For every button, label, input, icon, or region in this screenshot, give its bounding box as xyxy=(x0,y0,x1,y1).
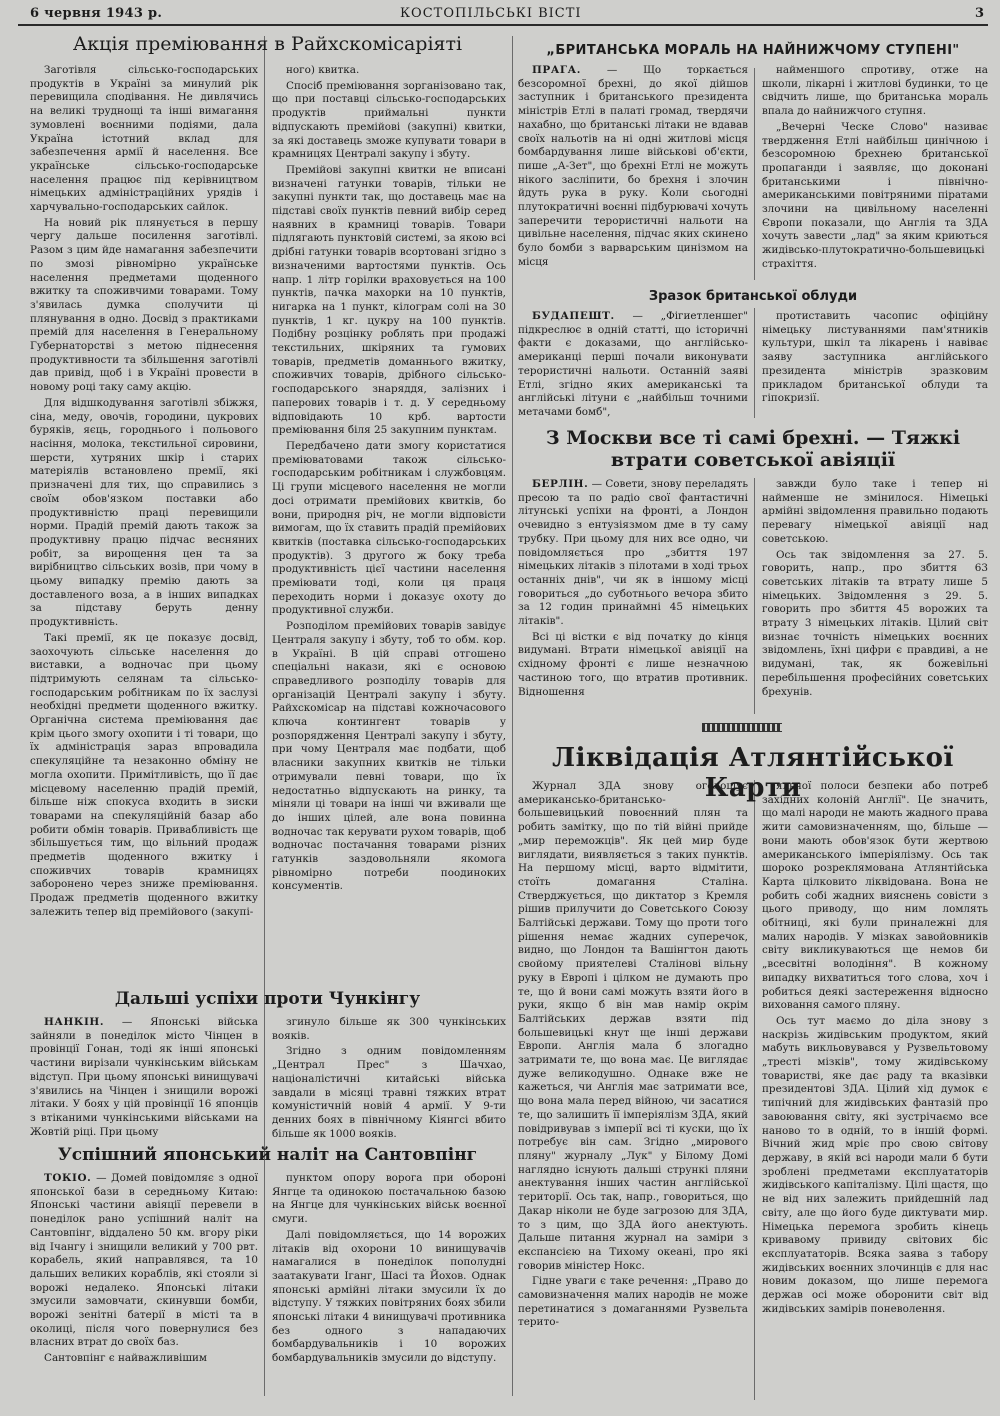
paragraph-text: — „Фігиетленшег" підкреслює в одній статті, що історичні факти є доказами, що англійсько-американці перші почали виконувати терористичні нальоти. Останній заяві Етлі, згідно яких американські та англійські літуни є „найбільш точними метачами бомб", xyxy=(518,310,748,418)
headline-chunking: Дальші успіхи проти Чункінгу xyxy=(114,989,421,1009)
article-body-premiums-col2 xyxy=(272,64,506,984)
paragraph-text: — Совети, знову переладять пресою та по радіо свої фантастичні літунські успіхи на фронті, а Лондон очевидно з ентузіязмом дме в ту саму трубку. При цьому для них все одно, чи повідомляється про „збиття 197 німецьких літаків з пілотами в ході трьох останніх днів", чи як в іншому місці говориться „до суботнього вечора збито за 12 годин принаймні 45 німецьких літаків". xyxy=(518,478,748,628)
dateline: БУДАПЕШТ. xyxy=(532,310,615,322)
paragraph: найменшого спротиву, отже на школи, лікарні і житлові будинки, то це свідчить лише, що британська мораль впала до найнижчого ступня. xyxy=(762,64,988,118)
paragraph: „Вечерні Ческе Слово" називає твердження Етлі найбільш цинічною і безсоромною брехнею британської пропаганди і заявляє, що доконані британськими і північно-американськими повітряними піратами злочини на цивільному населенні Європи показали, що Англія та ЗДА хочуть завести „лад" за яким криються жидівсько-плутократично-большевицькі страхіття. xyxy=(762,120,988,270)
headline-atlantic: Ліквідація Атлянтійської Карти xyxy=(552,743,954,803)
dateline: ТОКІО. xyxy=(44,1172,92,1184)
column-divider xyxy=(754,478,755,714)
paragraph: Згідно з одним повідомленням „Централ Прес" з Шачхао, націоналістичні китайські війська завдали в місяці травні тяжких втрат комуністичній новій 4 армії. У 9-ти денних боях в північному Кіянгсі вбито більше як 1000 вояків. xyxy=(272,1045,506,1140)
paragraph xyxy=(518,478,748,629)
article-body-atlantic-col1 xyxy=(518,780,748,1402)
paragraph: На новий рік плянується в першу чергу дальше посилення заготівлі. Разом з цим йде намагання забезпечити по змозі рівномірно українське населення предметами щоденного вжитку та споживчими товарами. Тому з'явилась думка сполучити ці плянування в одно. Досвід з практиками премій для населення в Генеральному Губернаторстві з метою піднесення продуктивности та збільшення заготівлі дав привід, щоб і в Україні провести в новому році таку саму акцію. xyxy=(30,216,258,394)
article-body-morale-col2 xyxy=(762,64,988,282)
dateline: БЕРЛІН. xyxy=(532,478,589,490)
article-body-atlantic-col2 xyxy=(762,780,988,1402)
newspaper-title: КОСТОПІЛЬСЬКІ ВІСТІ xyxy=(400,6,582,21)
article-body-premiums-col1 xyxy=(30,64,258,984)
paragraph: Всі ці вістки є від початку до кінця видумані. Втрати німецької авіяції на східному фронті є лише незначною частиною того, що втратив противник. Відношення xyxy=(518,630,748,698)
paragraph: Спосіб преміювання зорганізовано так, що при поставці сільсько-господарських продуктів приймальні пункти відпускають премійові (закупні) квитки, за які доставець зможе купувати товари в крамницях Централі закупу і збуту. xyxy=(272,79,506,161)
paragraph-text: — Що торкається безсоромної брехні, до якої дійшов заступник і британського президента міністрів Етлі в палаті громад, твердячи нахабно, що британські літаки не вдавав своїх нальотів на ні одні житлові місця бомбардування лише військові об'єкти, пише „А-Зет", що брехні Етлі не можуть нікого засліпити, бо брехня і злочин йдуть рука в руку. Коли сьогодні плутократичні воєнні підбурювачі хочуть заперечити терористичні нальоти на цивільне населення, підчас яких скинено було бомби з варварським цинізмом на місця xyxy=(518,64,748,268)
article-body-chunking-col1 xyxy=(30,1016,258,1140)
headline-moscow: З Москви все ті самі брехні. — Тяжкі втрати советської авіяції xyxy=(545,427,961,471)
column-divider xyxy=(754,68,755,280)
article-body-santovping-col1 xyxy=(30,1172,258,1402)
issue-date: 6 червня 1943 р. xyxy=(30,6,163,21)
paragraph xyxy=(518,64,748,270)
article-body-slander-col2 xyxy=(762,310,988,422)
masthead xyxy=(0,0,1000,28)
article-body-moscow-col2 xyxy=(762,478,988,716)
paragraph: Розподілом премійових товарів завідує Централя закупу і збуту, тоб то обм. кор. в Україні. В цій справі отгошено спеціальні накази, які є основою справедливого розподілу товарів для організацій Централі закупу і збуту. Райхскомісар на підставі кожночасового ключа контингент товарів у розпорядження Централі закупу і збуту, при чому Централя має подбати, щоб власники закупних квитків не тільки отримували певні товари, що їх недостатньо відпускають на ринку, та міняли ці товари на інші чи вживали ще до інших цілей, але вона повинна водночас так керувати рухом товарів, щоб водночас постачання товарами різних гатунків заздовольняли якомога рівномірно потреби поодиноких консументів. xyxy=(272,620,506,893)
paragraph-text: — Домей повідомляє з одної японської бази в середньому Китаю: Японські частини авіяції перевели в понеділок рано успішний наліт на Сантовпінг, віддалено 50 км. вгору ріки від Ічангу і знищили великий у 700 рвт. корабель, який направлявся, та 10 дальших великих кораблів, які стояли зі ворожі недалеко. Японські літаки змусили замовчати, скинувши бомби, ворожі зенітні батерії в місті та в околиці, після чого повернулися без власних втрат до своїх баз. xyxy=(30,1172,258,1349)
paragraph-text: — Японські війська зайняли в понеділок місто Чінцен в провінції Гонан, тоді як інші японські частини вирізали чункінським військам відступ. При цьому японські винищувачі з'явились на Чінцен і знищили ворожі літаки. У боях у цій провінції 16 японців з втіканими чункінськими військами на Жовтій ріці. При цьому xyxy=(30,1016,258,1138)
article-body-morale-col1 xyxy=(518,64,748,282)
paragraph: Для відшкодування заготівлі збіжжя, сіна, меду, овочів, городини, цукрових буряків, яєць, городнього і польового насіння, молока, текстильної сировини, шерсти, хутряних шкір і старих матеріялів встановлено премії, які призначені для тих, що справились з своїм обов'язком поставки або продуктивністю праці перевищили норми. Прадій премій дають також за продуктивну працю підчас весняних робіт, за вирощення цен та за вирібництво сільських возів, при чому в цьому випадку премію дають за доставленого воза, а в інших випадках за підставу беруть денну продуктивність. xyxy=(30,396,258,629)
dateline: НАНКІН. xyxy=(44,1016,105,1028)
article-body-santovping-col2 xyxy=(272,1172,506,1402)
paragraph: завжди було таке і тепер ні найменше не змінилося. Німецькі армійні звідомлення правильно подають перевагу німецької авіяції над советською. xyxy=(762,478,988,545)
headline-premiums: Акція преміювання в Райхскомісаріяті xyxy=(72,33,463,55)
paragraph xyxy=(518,310,748,420)
paragraph: Сантовпінг є найважливішим xyxy=(44,1352,207,1365)
column-divider xyxy=(264,36,265,1396)
paragraph: Такі премії, як це показує досвід, заохочують сільське населення до виставки, а водночас при цьому підтримують селянам та сільсько-господарським робітникам по їх заслузі необхідні предмети щоденного вжитку. Органічна система преміювання дає крім цього змогу охопити і ті товари, що їх адміністрація зараз впровадила спекуляційне та незаконно обміну не могла охопити. Примітливість, що її дає місцевому населенню прадій премій, більше ніж спокуса входить в зиски товарами на спекуляційній базар або робити обмін товарів. Привабливість ще збільшується тим, що вільний продаж предметів щоденного вжитку і споживчих товарів крамницях заборонено через зниже преміювання. Продаж предметів щоденного вжитку залежить тепер від премійового (закупі- xyxy=(30,631,258,918)
paragraph: Ось тут маємо до діла знову з наскрізь жидівським продуктом, який мабуть викльовувався у Рузвельтовому „тресті мізків", тому жидівському товаристві, яке дає раду та вказівки президентові ЗДА. Цілий хід думок є типічний для жидівських фантазій про завоювання світу, які зустрічаємо все наново то в одній, то в іншій формі. Вічний жид мріє про свою світову державу, в якій всі народи мали б бути зроблені предметами експлуататорів жидівського капіталізму. Цілі щастя, що не від них залежить прийдешній лад світу, але що його буде диктувати мир. Німецька перемога зробить кінець кривавому привиду світових біс експлуататорів. Всяка заява з табору жидівських воєнних злочинців є для нас новим доказом, що лише перемога держав осі може оборонити світ від жидівських замірів поневолення. xyxy=(762,1014,988,1315)
column-divider xyxy=(512,36,513,1396)
article-body-slander-col1 xyxy=(518,310,748,422)
paragraph: Гідне уваги є таке речення: „Право до самовизначення малих народів не може перетинатися з домаганнями Рузвельта терито- xyxy=(518,1275,748,1329)
paragraph: протиставить часопис офіційну німецьку листуваннями пам'ятників культури, шкіл та лікарень і навіває заяву заступника англійського президента міністрів зразковим прикладом британської облуди та гіпокризії. xyxy=(762,310,988,405)
paragraph: Премійові закупні квитки не вписані визначені гатунки товарів, тільки не закупні пункти так, що доставець має на підставі своїх пунктів певний вибір серед наявних в крамниці товарів. Товари підлягають пунктовій системі, за якою всі дрібні гатунки товарів всортовані згідно з визначеними вартостями пунктів. Ось напр. 1 літр горілки враховується на 100 пунктів, пачка махорки на 10 пунктів, нигарка на 1 пункт, кілограм солі на 30 пунктів, 1 кг. цукру на 100 пунктів. Подібну розцінку роблять при продажі текстильних, шкіряних та гумових товарів, предметів доманнього вжитку, споживчих товарів, дрібного сільсько-господарського знаряддя, залізних і паперових товарів і т. д. У середньому відповідають 10 крб. вартости преміювання біля 25 закупним пунктам. xyxy=(272,163,506,437)
paragraph: згинуло більше як 300 чункінських вояків. xyxy=(272,1016,506,1042)
paragraph: пунктом опору ворога при обороні Янгце та одинокою постачальною базою на Янгце для чункінських військ воєнної смуги. xyxy=(272,1172,506,1226)
column-divider xyxy=(754,308,755,418)
paragraph: Передбачено дати змогу користатися преміюватовами також сільсько-господарським робітникам і службовцям. Ці групи місцевого населення не могли досі отримати премійових квитків, бо вони, природня річ, не могли відповісти вимогам, що їх ставить прадій премійових квитків (поставка сільсько-господарських продуктів). З другого ж боку треба продуктивність цієї частини населення преміювати тоді, коли ця праця переходить норми і доказує охоту до продуктивної служби. xyxy=(272,439,506,617)
headline-santovping: Успішний японський наліт на Сантовпінг xyxy=(57,1145,478,1165)
page-number: 3 xyxy=(974,6,984,21)
article-body-chunking-col2 xyxy=(272,1016,506,1140)
paragraph xyxy=(30,1016,258,1139)
headline-british-slander: Зразок британської облуди xyxy=(648,289,858,304)
header-rule xyxy=(18,24,988,26)
separator-ornament xyxy=(702,723,782,732)
paragraph: яльної полоси безпеки або потреб західних колоній Англії". Це значить, що малі народи не мають жадного права жити самовизначенням, що, більше — вони мають обов'язок бути жертвою американського імперіялізму. Ось так шороко розреклямована Атлянтійська Карта цілковито ліквідована. Вона не робить собі жадних вияснень совісти з цього приводу, що ним ломлять обітниці, які були приналежні для малих народів. У мізках завойовників світу викликуваються ще немов би „всесвітні володіння". В кожному випадку вихватиться того слова, хоч і робиться деякі застереження відносно виховання самого пляну. xyxy=(762,780,988,1012)
article-body-moscow-col1 xyxy=(518,478,748,716)
column-divider xyxy=(754,780,755,1400)
dateline: ПРАГА. xyxy=(532,64,581,76)
paragraph: Журнал ЗДА знову оголошує американсько-британсько-большевицький повоєнний плян та робить замітку, що по тій війні прийде „мир переможців". Як цей мир буде виглядати, виявляється з таких пунктів. На першому місці, варто відмітити, стоїть домагання Сталіна. Стверджується, що диктатор з Кремля рішив прилучити до Советського Союзу Балтійські держави. Тому що проти того рішення немає жадних суперечок, видно, що Лондон та Вашінгтон дають свойому приятелеві Сталінові вільну руку в Европі і цілком не думають про те, що й вони самі можуть взяти його в руки, якщо б він мав намір окрім Балтійських держав взяти під большевицькі кнут ще інші держави Европи. Англія мала б злогадно затримати те, що вона має. Це виглядає дуже великодушно. Однаке вже не кажеться, чи Англія має затримати все, що вона мала перед війною, чи засатися те, що залишить її імперіялізм ЗДА, який повідривував з імперії всі ті куски, що їх потребує він сам. Згідно „мирового пляну" журналу „Лук" у Білому Домі наглядно існують дальші стрункі пляни анектування інших частин англійської території. Ось так, напр., говориться, що Дакар ніколи не буде загрозою для ЗДА, то з цим, що ЗДА його анектують. Дальше питання журнал на заміри з експансією на Тихому океані, про які говорив міністер Нокс. xyxy=(518,780,748,1272)
paragraph: Ось так звідомлення за 27. 5. говорить, напр., про збиття 63 советських літаків та втрату лише 5 німецьких. Звідомлення з 29. 5. говорить про збиття 45 ворожих та втрату 3 німецьких літаків. Цілий світ визнає точність німецьких воєнних звідомлень, їхні цифри є правдиві, а не видумані, так, як божевільні перебільшення професійних советських брехунів. xyxy=(762,548,988,698)
paragraph xyxy=(30,1172,258,1350)
paragraph: ного) квитка. xyxy=(286,64,360,76)
headline-british-morale: „БРИТАНСЬКА МОРАЛЬ НА НАЙНИЖЧОМУ СТУПЕНІ" xyxy=(546,43,960,58)
paragraph: Далі повідомляється, що 14 ворожих літаків від охорони 10 винищувачів намагалися в понеділок пополудні заатакувати Іганг, Шасі та Йохов. Однак японські армійні літаки змусили їх до відступу. У тяжких повітряних боях збили японські літаки 4 винищувачі противника без одного з нападаючих бомбардувальників і 10 ворожих бомбардувальників змусили до відступу. xyxy=(272,1228,506,1365)
paragraph: Заготівля сільсько-господарських продуктів в Україні за минулий рік перевищила сподівання. Не дивлячись на великі труднощі та інші вимагання зумовлені воєнними подіями, дала Україна істотний вклад для забезпечення армії й населення. Все українське сільсько-господарське населення працює під керівництвом німецьких адміністраційних урядів і харчувально-господарських сайлок. xyxy=(30,64,258,214)
